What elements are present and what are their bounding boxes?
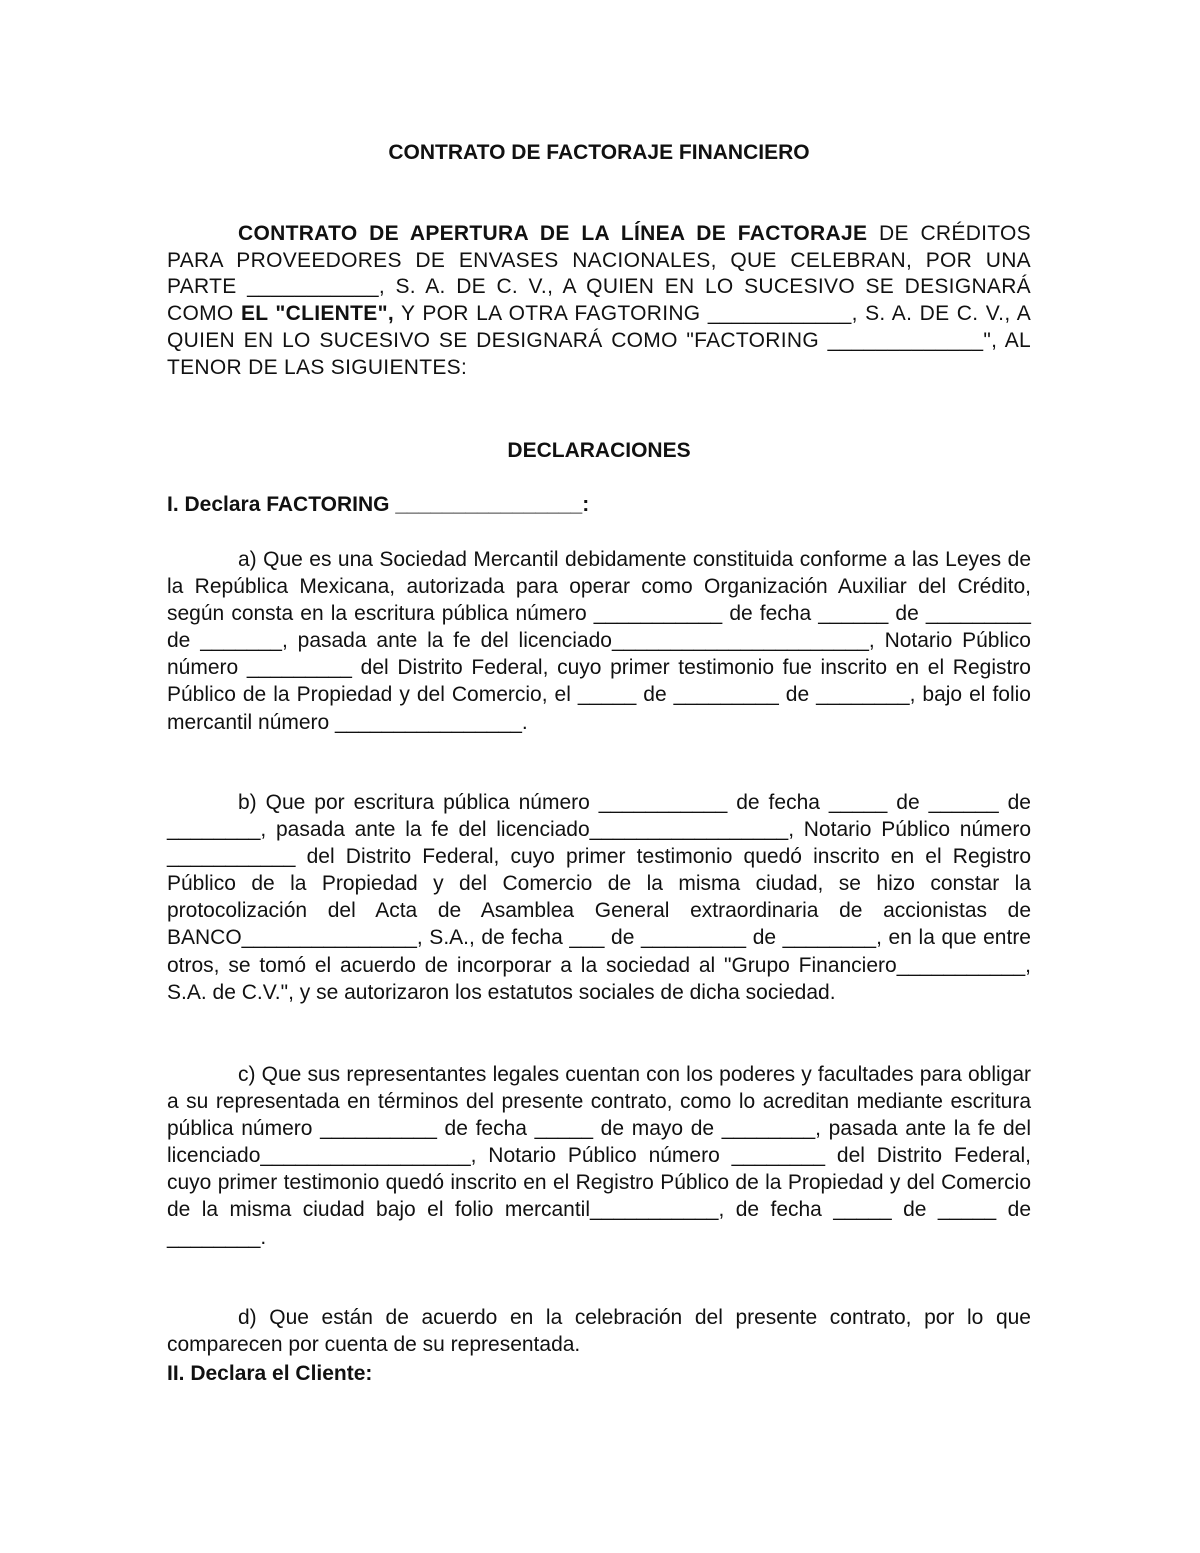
paragraph-a: a) Que es una Sociedad Mercantil debidamente constituida conforme a las Leyes de la República Mexicana, autorizada para operar como Organización Auxiliar del Crédito, según consta en la escritura pública número ___________ de fecha ______ de _________ de _______, pasada ante la fe del licenciado______________________, Notario Público número _________ del Distrito Federal, cuyo primer testimonio fue inscrito en el Registro Público de la Propiedad y del Comercio, el _____ de _________ de ________, bajo el folio mercantil número ________________. xyxy=(167,548,1031,734)
intro-bold-lead: CONTRATO DE APERTURA DE LA LÍNEA DE FACTORAJE xyxy=(238,222,868,245)
paragraph-c: c) Que sus representantes legales cuentan con los poderes y facultades para obligar a su representada en términos del presente contrato, como lo acreditan mediante escritura pública número __________ de fecha _____ de mayo de ________, pasada ante la fe del licenciado__________________, Notario Público número ________ del Distrito Federal, cuyo primer testimonio quedó inscrito en el Registro Público de la Propiedad y del Comercio de la misma ciudad bajo el folio mercantil___________, de fecha _____ de _____ de ________. xyxy=(167,1063,1031,1249)
paragraph-d: d) Que están de acuerdo en la celebración del presente contrato, por lo que comparecen por cuenta de su representada. xyxy=(167,1306,1031,1357)
intro-bold-client: EL "CLIENTE", xyxy=(240,302,394,326)
paragraph-b: b) Que por escritura pública número ___________ de fecha _____ de ______ de ________, pasada ante la fe del licenciado_________________, Notario Público número ___________ del Distrito Federal, cuyo primer testimonio quedó inscrito en el Registro Público de la Propiedad y del Comercio de la misma ciudad, se hizo constar la protocolización del Acta de Asamblea General extraordinaria de accionistas de BANCO_______________, S.A., de fecha ___ de _________ de ________, en la que entre otros, se tomó el acuerdo de incorporar a la sociedad al "Grupo Financiero___________, S.A. de C.V.", y se autorizaron los estatutos sociales de dicha sociedad. xyxy=(167,791,1031,1004)
section-2-heading: II. Declara el Cliente: xyxy=(167,1362,373,1385)
intro-paragraph xyxy=(167,221,1031,381)
section-1-heading: I. Declara FACTORING ________________: xyxy=(167,493,590,516)
intro-text-1: DE CRÉDITOS PARA PROVEEDORES DE ENVASES NACIONALES, QUE CELEBRAN, POR UNA PARTE ___________, S. A. DE C. V., A QUIEN EN LO SUCESIVO SE DESIGNARÁ COMO xyxy=(167,222,1031,326)
document-title: CONTRATO DE FACTORAJE FINANCIERO xyxy=(388,141,810,164)
declarations-heading: DECLARACIONES xyxy=(507,439,691,462)
intro-text-2: Y POR LA OTRA FAGTORING ____________, S. A. DE C. V., A QUIEN EN LO SUCESIVO SE DESIGNARÁ COMO "FACTORING _____________", AL TENOR DE LAS SIGUIENTES: xyxy=(167,302,1031,379)
